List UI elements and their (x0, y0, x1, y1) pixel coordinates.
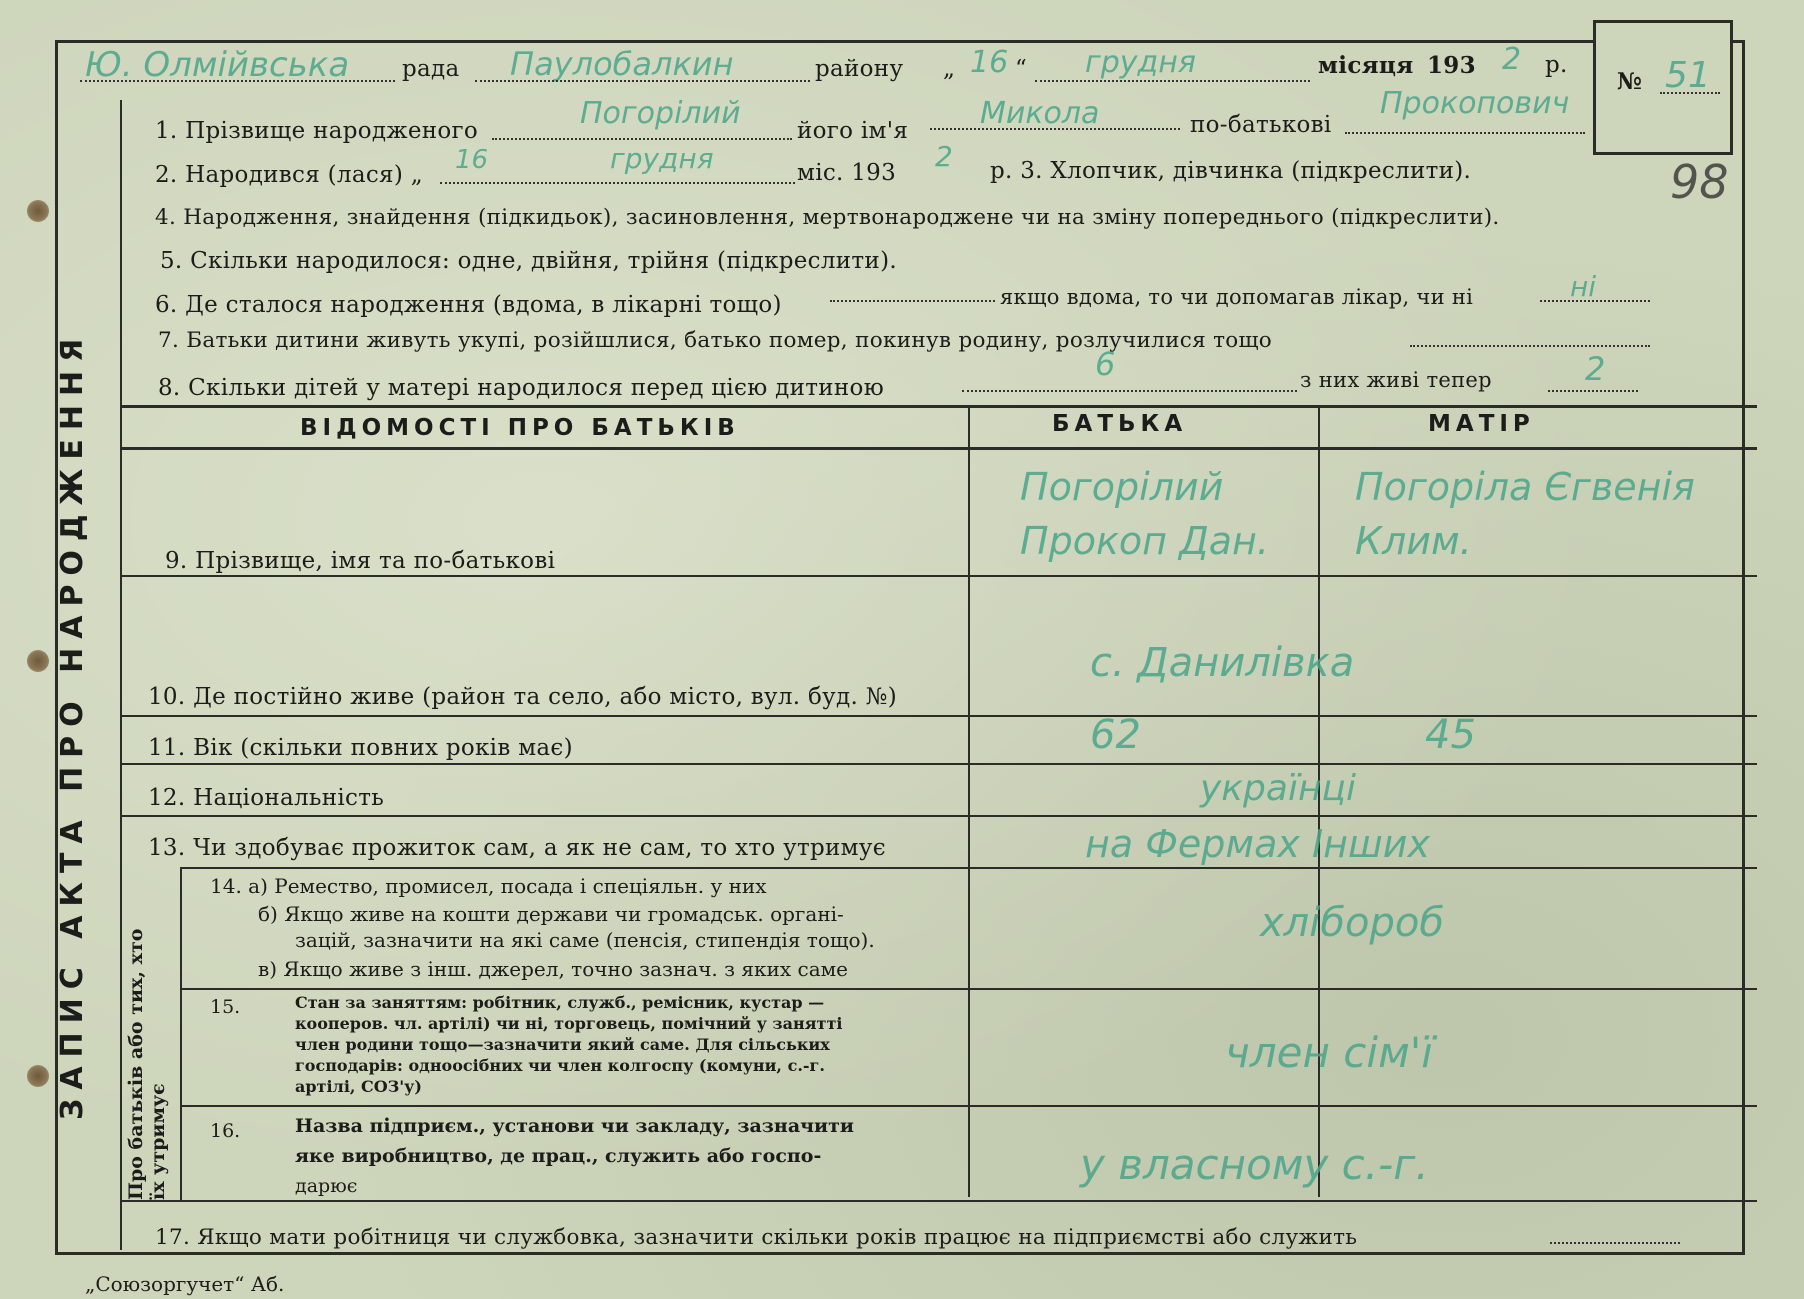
row-16-line-2: яке виробництво, де прац., служить або госпо- (295, 1145, 822, 1167)
number-sign: № (1617, 68, 1643, 95)
row-14b-label-2: зацій, зазначити на які саме (пенсія, стипендія тощо). (295, 928, 875, 952)
handwritten-birth-day: 16 (455, 145, 489, 175)
line-2-gender-label: р. 3. Хлопчик, дівчинка (підкреслити). (990, 158, 1472, 184)
handwritten-doctor: ні (1570, 270, 1597, 303)
table-row-line-9 (122, 575, 1757, 577)
line-5-text: 5. Скільки народилося: одне, двійня, трійня (підкреслити). (160, 248, 897, 274)
table-col-divider-1 (968, 407, 970, 1197)
line-6-doctor-label: якщо вдома, то чи допомагав лікар, чи ні (1000, 285, 1474, 309)
handwritten-father-age: 62 (1090, 712, 1141, 758)
row-16-line-3: дарює (295, 1175, 358, 1197)
line-1-dots-c (1345, 132, 1585, 134)
row-15-line-1: Стан за заняттям: робітник, служб., ремісник, кустар — (295, 993, 825, 1012)
binder-hole-bottom (27, 1065, 49, 1087)
row-17-dots (1550, 1242, 1680, 1244)
table-col-mother: МАТІР (1428, 411, 1535, 437)
handwritten-record-number: 51 (1665, 55, 1711, 96)
header-dotline-1 (80, 80, 395, 82)
handwritten-day: 16 (970, 45, 1009, 80)
line-7-dots (1410, 345, 1650, 347)
line-6-place-label: 6. Де сталося народження (вдома, в лікарні тощо) (155, 292, 782, 318)
table-row-line-15 (180, 1105, 1757, 1107)
binder-hole-middle (27, 650, 49, 672)
handwritten-year-digit: 2 (1502, 42, 1522, 77)
header-rada: рада (402, 56, 460, 82)
handwritten-children-alive: 2 (1585, 350, 1606, 388)
line-8-alive-label: з них живі тепер (1300, 368, 1492, 392)
table-row-line-10 (122, 715, 1757, 717)
table-col-info: ВІДОМОСТІ ПРО БАТЬКІВ (300, 415, 740, 441)
line-1-patronymic-label: по-батькові (1190, 112, 1332, 138)
handwritten-father-name: Погорілий Прокоп Дан. (1020, 465, 1269, 563)
header-dotline-2 (475, 80, 810, 82)
line-6-dots-a (830, 300, 995, 302)
table-header-bottom-line (122, 447, 1757, 450)
table-row-line-12 (122, 815, 1757, 817)
header-quote-close: “ (1015, 56, 1028, 82)
header-misyatsya: місяця (1318, 52, 1414, 79)
table-row-line-11 (122, 763, 1757, 765)
printer-imprint: „Союзоргучет“ Аб. (85, 1272, 285, 1296)
handwritten-name: Микола (980, 96, 1100, 131)
handwritten-mother-name: Погоріла Єгвенія Клим. (1355, 465, 1695, 563)
table-row-line-13 (180, 867, 1757, 869)
line-8-children-label: 8. Скільки дітей у матері народилося перед цією дитиною (158, 375, 885, 401)
binder-hole-top (27, 200, 49, 222)
row-12-label: 12. Національність (148, 785, 385, 811)
line-2-dots (440, 182, 795, 184)
row-16-number: 16. (210, 1120, 241, 1142)
row-15-line-3: член родини тощо—зазначити який саме. Для сільських (295, 1035, 830, 1054)
line-1-dots-a (492, 138, 792, 140)
row-15-line-4: господарів: одноосібних чи член колгоспу (комуни, с.-г. (295, 1056, 825, 1075)
header-dotline-3 (1035, 80, 1310, 82)
row-15-line-5: артілі, СОЗ'у) (295, 1077, 422, 1096)
table-row-line-16 (122, 1200, 1757, 1202)
row-15-number: 15. (210, 996, 241, 1018)
handwritten-nationality: українці (1200, 768, 1357, 809)
handwritten-birth-year-digit: 2 (935, 140, 953, 173)
header-quote-open: „ (943, 56, 956, 82)
line-1-surname-label: 1. Прізвище народженого (155, 118, 479, 144)
handwritten-mother-age: 45 (1425, 712, 1476, 758)
row-15-line-2: кооперов. чл. артілі) чи ні, торговець, помічний у занятті (295, 1014, 843, 1033)
line-2-month-label: міс. 193 (797, 160, 897, 186)
handwritten-livelihood: на Фермах Інших (1085, 822, 1430, 866)
handwritten-surname: Погорілий (580, 96, 741, 131)
row-11-label: 11. Вік (скільки повних років має) (148, 735, 573, 761)
table-top-line (122, 405, 1757, 408)
record-number-box (1593, 20, 1733, 155)
handwritten-source: хлібороб (1260, 900, 1445, 946)
table-subgroup-divider (180, 867, 182, 1200)
handwritten-village: Ю. Олмійвська (85, 45, 350, 85)
vertical-parents-subtitle: Про батьків або тих, хто їх утримує (125, 928, 169, 1200)
handwritten-month: грудня (1085, 45, 1196, 80)
header-rayonu: району (815, 56, 904, 82)
handwritten-patronymic: Прокопович (1380, 86, 1570, 121)
table-row-line-14 (180, 988, 1757, 990)
header-r: р. (1545, 52, 1568, 78)
line-1-name-label: його ім'я (797, 118, 909, 144)
handwritten-corner-number: 98 (1670, 155, 1729, 209)
form-inner-border (120, 100, 122, 1250)
vertical-form-title: ЗАПИС АКТА ПРО НАРОДЖЕННЯ (55, 329, 90, 1120)
row-17-label: 17. Якщо мати робітниця чи службовка, зазначити скільки років працює на підприємстві або служить (155, 1225, 1358, 1250)
line-2-born-label: 2. Народився (лася) „ (155, 162, 423, 188)
handwritten-enterprise: у власному с.-г. (1080, 1140, 1429, 1189)
row-13-label: 13. Чи здобуває прожиток сам, а як не сам, то хто утримує (148, 835, 886, 861)
row-14b-label-1: б) Якщо живе на кошти держави чи громадськ. органі- (258, 902, 844, 926)
header-year: 193 (1427, 52, 1476, 79)
row-14a-label: 14. а) Ремество, промисел, посада і спеціяльн. у них (210, 874, 767, 898)
row-9-label: 9. Прізвище, імя та по-батькові (165, 548, 556, 574)
row-10-label: 10. Де постійно живе (район та село, або місто, вул. буд. №) (148, 684, 898, 710)
row-14c-label: в) Якщо живе з інш. джерел, точно зазнач. з яких саме (258, 957, 849, 981)
handwritten-status: член сім'ї (1225, 1028, 1433, 1077)
handwritten-birth-month: грудня (610, 142, 714, 175)
line-8-dots-b (1548, 390, 1638, 392)
line-4-text: 4. Народження, знайдення (підкидьок), засиновлення, мертвонароджене чи на зміну попереднього (підкреслити). (155, 205, 1500, 230)
handwritten-residence: с. Данилівка (1090, 640, 1355, 686)
line-8-dots-a (962, 390, 1297, 392)
handwritten-district: Паулобалкин (510, 45, 734, 83)
row-16-line-1: Назва підприєм., установи чи закладу, зазначити (295, 1115, 854, 1137)
table-col-father: БАТЬКА (1052, 411, 1188, 437)
handwritten-children-before: 6 (1095, 345, 1116, 383)
line-7-text: 7. Батьки дитини живуть укупі, розійшлися, батько помер, покинув родину, розлучилися тощо (158, 328, 1273, 353)
